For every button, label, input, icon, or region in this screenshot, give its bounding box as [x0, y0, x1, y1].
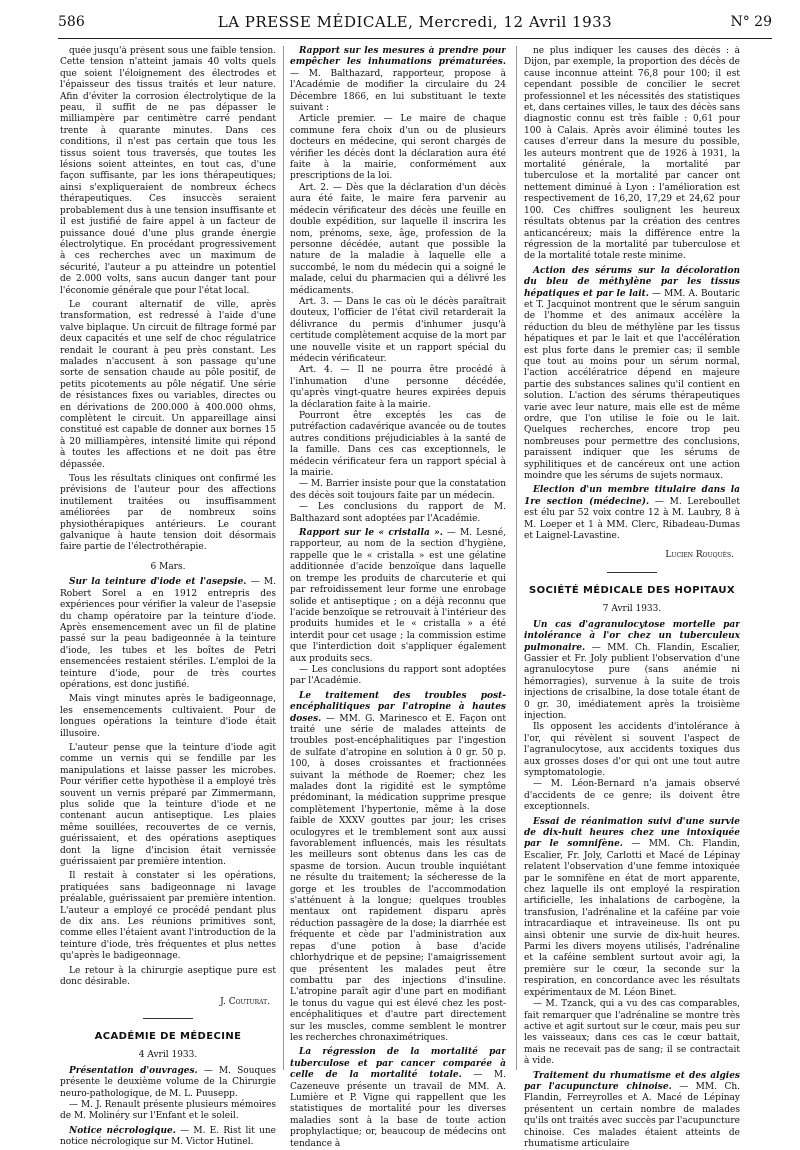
- paragraph: Art. 2. — Dès que la déclaration d'un décès aura été faite, le maire fera parvenir au médecin vérificateur des décès une feuille en double expédition, sur laquelle il inscrira les nom, prénoms, sexe, âge, profession de la personne décédée, autant que possible la nature de la maladie à laquelle elle a succombé, le nom du médecin qui a soigné le malade, celui du pharmacien qui a délivré les médicaments.: [290, 182, 506, 296]
- article-text: — M. Lesné, rapporteur, au nom de la section d'hygiène, rappelle que le « cristalla » est une gélatine additionnée d'acide benzoïque dans laquelle on trempe les produits de charcuterie et qui par refroidissement leur forme une enrobage solide et antiseptique ; on a déjà reconnu que l'acide benzoïque se retrouvait à l'intérieur des produits humides et le « cristalla » a été interdit pour cet usage ; la commission estime que l'interdiction doit s'appliquer également aux produits secs.: [290, 528, 506, 664]
- page-number: 586: [58, 14, 85, 30]
- article-text: — MM. Ch. Flandin, Ferreyrolles et A. Macé de Lépinay présentent un certain nombre de malades qu'ils ont traités avec succès par l'acupuncture chinoise. Ces malades étaient atteints de rhumatisme articulaire: [524, 1081, 740, 1149]
- column-1: [60, 46, 276, 1149]
- section-title: SOCIÉTÉ MÉDICALE DES HOPITAUX: [529, 584, 735, 596]
- section-date: 7 Avril 1933.: [602, 604, 662, 615]
- author-signature: J. Couturat.: [220, 996, 270, 1007]
- journal-title: LA PRESSE MÉDICALE, Mercredi, 12 Avril 1933: [217, 13, 613, 31]
- article-text: — MM. A. Boutaric et T. Jacquinot montrent que le sérum sanguin de l'homme et des animaux accélère la réduction du bleu de méthylène par les tissus hépatiques et par le lait et que l'accélération est plus forte dans le premier cas; il semble que tout au moins pour un sérum normal, l'action accélératrice dépend en majeure partie des substances salines qu'il contient en solution. L'action des sérums thérapeutiques varie avec leur nature, mais elle est de même ordre, que l'on utilise le foie ou le lait. Quelques recherches, encore trop peu nombreuses pour permettre des conclusions, paraissent indiquer que les sérums de syphilitiques et de cancéreux ont une action moindre que les sérums de sujets normaux.: [524, 288, 740, 482]
- section-title: ACADÉMIE DE MÉDECINE: [94, 1030, 242, 1042]
- article-text: — MM. Ch. Flandin, Escalier, Gassier et Fr. Joly publient l'observation d'une agranulocytose pure (sans anémie ni hémorragies), survenue à la suite de trois injections de crisalbine, la dose totale étant de 0 gr. 30, imédiatement après la troisième injection.: [524, 642, 740, 721]
- paragraph: — M. Barrier insiste pour que la constatation des décès soit toujours faite par un médecin.: [290, 479, 506, 501]
- article-heading: Action des sérums sur la décoloration du bleu de méthylène par les tissus hépatiques et par le lait.: [524, 265, 740, 299]
- article-heading: Présentation d'ouvrages.: [69, 1065, 198, 1076]
- article-heading: Rapport sur les mesures à prendre pour empêcher les inhumations prématurées.: [290, 46, 506, 68]
- paragraph: — Les conclusions du rapport sont adoptées par l'Académie.: [290, 664, 506, 687]
- column-2: [290, 46, 506, 1150]
- paragraph: — M. Tzanck, qui a vu des cas comparables, fait remarquer que l'adrénaline se montre très active et agit surtout sur le cœur, mais peu sur les vaisseaux; dans ces cas le cœur battait, mais ne recevait pas de sang; il se contractait à vide.: [524, 999, 740, 1067]
- article-heading: Notice nécrologique.: [69, 1125, 176, 1136]
- column-separator: [516, 46, 517, 1070]
- paragraph: Le retour à la chirurgie aseptique pure est donc désirable.: [60, 965, 276, 988]
- paragraph: Ils opposent les accidents d'intolérance à l'or, qui révèlent si souvent l'aspect de l'agranulocytose, aux accidents toxiques dus aux grosses doses d'or qui ont une tout autre symptomatologie.: [524, 722, 740, 778]
- article-heading: Traitement du rhumatisme et des algies par l'acupuncture chinoise.: [524, 1070, 740, 1092]
- paragraph: — M. Léon-Bernard n'a jamais observé d'accidents de ce genre; ils doivent être exceptionnels.: [524, 779, 740, 813]
- author-signature: Lucien Rouquès.: [665, 550, 734, 561]
- section-divider: [143, 1018, 193, 1019]
- article-text: — M. Balthazard, rapporteur, propose à l'Académie de modifier la circulaire du 24 Décembre 1866, en lui substituant le texte suivant :: [290, 68, 506, 114]
- section-date: 4 Avril 1933.: [138, 1050, 198, 1061]
- section-divider: [607, 572, 657, 573]
- paragraph: Pourront être exceptés les cas de putréfaction cadavérique avancée ou de toutes autres conditions préjudiciables à la santé de la famille. Dans ces cas exceptionnels, le médecin vérificateur fera un rapport spécial à la mairie.: [290, 411, 506, 479]
- article-heading: Rapport sur le « cristalla ».: [299, 528, 443, 539]
- paragraph: Article premier. — Le maire de chaque commune fera choix d'un ou de plusieurs docteurs en médecine, qui seront chargés de vérifier les décès dont la déclaration aura été faite à la mairie, conformément aux prescriptions de la loi.: [290, 114, 506, 182]
- paragraph: — Les conclusions du rapport de M. Balthazard sont adoptées par l'Académie.: [290, 502, 506, 524]
- paragraph: Tous les résultats cliniques ont confirmé les prévisions de l'auteur pour des affections inutilement traitées ou insuffisamment améliorées par de nombreux soins physiothérapiques antérieurs. Le courant galvanique à haute tension doit désormais faire partie de l'électrothérapie.: [60, 474, 276, 553]
- paragraph: quée jusqu'à présent sous une faible tension. Cette tension n'atteint jamais 40 volts quels que soient l'éloignement des électrodes et l'épaisseur des tissus traités et leur nature. Afin d'éviter la corrosion électrolytique de la peau, il suffit de ne pas dépasser le milliampère par centimètre carré pendant trente à quarante minutes. Dans ces conditions, il n'est pas certain que tous les tissus soient tous traversés, que toutes les lésions soient atteintes, en tout cas, d'une façon suffisante, par les ions thérapeutiques; ainsi s'expliqueraient de nombreux échecs thérapeutiques. Ces insuccès seraient probablement dus à une tension insuffisante et il est justifié de faire appel à un facteur de puissance doué d'une plus grande énergie électrolytique. En procédant progressivement à ces recherches avec un maximum de sécurité, l'auteur a pu atteindre un potentiel de 2.000 volts, sans aucun danger tant pour l'économie générale que pour l'état local.: [60, 46, 276, 296]
- paragraph: Art. 3. — Dans le cas où le décès paraîtrait douteux, l'officier de l'état civil retarderait la délivrance du permis d'inhumer jusqu'à certitude complètement acquise de la mort par une nouvelle visite et un rapport spécial du médecin vérificateur.: [290, 296, 506, 364]
- column-3: [524, 46, 740, 1150]
- paragraph: L'auteur pense que la teinture d'iode agit comme un vernis qui se fendille par les manipulations et laisse passer les microbes. Pour vérifier cette hypothèse il a employé très souvent un vernis préparé par Zimmermann, plus solide que la teinture d'iode et ne contenant aucun antiseptique. Les plaies même souillées, recouvertes de ce vernis, guérissaient, et des opérations aseptiques dont la ligne d'incision était vernissée guérissaient par première intention.: [60, 742, 276, 868]
- column-separator: [283, 46, 284, 1070]
- paragraph: — M. J. Renault présente plusieurs mémoires de M. Molinéry sur l'Enfant et le soleil.: [60, 1099, 276, 1122]
- paragraph: Il restait à constater si les opérations, pratiquées sans badigeonnage ni lavage préalable, guérissaient par première intention. L'auteur a employé ce procédé pendant plus de dix ans. Les réunions primitives sont, comme elles l'étaient avant l'introduction de la teinture d'iode, très fréquentes et plus nettes qu'après le badigeonnage.: [60, 871, 276, 962]
- article-text: — M. Lereboullet est élu par 52 voix contre 12 à M. Laubry, 8 à M. Loeper et 1 à MM. Clerc, Ribadeau-Dumas et Laignel-Lavastine.: [524, 496, 740, 542]
- article-text: — MM. Ch. Flandin, Escalier, Fr. Joly, Carlotti et Macé de Lépinay relatent l'observation d'une femme intoxiquée par le somnifène en état de mort apparente, chez laquelle ils ont employé la respiration artificielle, les inhalations de carbogène, la transfusion, l'adrénaline et la caféine par voie intracardiaque et intraveineuse. Ils ont pu ainsi obtenir une survie de dix-huit heures. Parmi les divers moyens utilisés, l'adrénaline et la caféine semblent surtout avoir agi, la première sur le cœur, la seconde sur la respiration, en concordance avec les résultats expérimentaux de M. Léon Binet.: [524, 839, 740, 998]
- article-text: — M. Souques présente le deuxième volume de la Chirurgie neuro-pathologique, de M. L. Puusepp.: [60, 1065, 276, 1099]
- issue-number: N° 29: [730, 14, 772, 30]
- article-heading: Le traitement des troubles post-encéphalitiques par l'atropine à hautes doses.: [290, 690, 506, 724]
- article-text: — M. Robert Sorel a en 1912 entrepris des expériences pour vérifier la valeur de l'asepsie du champ opératoire par la teinture d'iode. Après ensemencement avec un fil de platine passé sur la peau badigeonnée à la teinture d'iode, les tubes et les boîtes de Petri ensemencées restaient stériles. L'emploi de la teinture d'iode, pour de très courtes opérations, est donc justifié.: [60, 577, 276, 690]
- paragraph: Mais vingt minutes après le badigeonnage, les ensemencements cultivaient. Pour de longues opérations la teinture d'iode était illusoire.: [60, 694, 276, 739]
- article-heading: Un cas d'agranulocytose mortelle par intolérance à l'or chez un tuberculeux pulmonaire.: [524, 619, 740, 653]
- article-heading: Essai de réanimation suivi d'une survie de dix-huit heures chez une intoxiquée par le somnifène.: [524, 816, 740, 850]
- paragraph: Art. 4. — Il ne pourra être procédé à l'inhumation d'une personne décédée, qu'après vingt-quatre heures expirées depuis la déclaration faite à la mairie.: [290, 365, 506, 410]
- paragraph: Le courant alternatif de ville, après transformation, est redressé à l'aide d'une valve biplaque. Un circuit de filtrage formé par deux capacités et une self de choc régulatrice rendait le courant à peu près constant. Les malades n'accusent à son passage qu'une sorte de sensation chaude au pôle positif, de petits picotements au pôle négatif. Une série de résistances fixes ou variables, directes ou en dérivations de 200.000 à 400.000 ohms, complètent le circuit. Un appareillage ainsi constitué est capable de donner aux bornes 15 à 20 milliampères, intensité limite qui répond à toutes les affections et ne doit pas être dépassée.: [60, 299, 276, 470]
- article-text: — MM. G. Marinesco et E. Façon ont traité une série de malades atteints de troubles post-encéphalitiques par l'ingestion de sulfate d'atropine en solution à 0 gr. 50 p. 100, à doses croissantes et fractionnées suivant la méthode de Roemer; chez les malades dont la rigidité est le symptôme prédominant, la médication supprime presque complètement l'hypertonie, même à la dose faible de XXXV gouttes par jour; les crises oculogyres et le tremblement sont aux aussi favorablement influencés, mais les résultats les meilleurs sont obtenus dans les cas de spasme de torsion. Aucun trouble inquiétant ne résulte du traitement; la sécheresse de la gorge et les troubles de l'accommodation s'atténuent à la longue; quelques troubles mentaux ont rapidement disparu après réduction passagère de la dose; la diarrhée est fréquente et cède par l'administration aux repas d'une potion à base d'acide chlorhydrique et de pepsine; l'amaigrissement que présentent les malades peut être combattu par des injections d'insuline. L'atropine paraît agir d'une part en modifiant le tonus du vague qui est élevé chez les post-encéphalitiques et d'autre part directement sur les muscles, comme semblent le montrer les recherches chronaximétriques.: [290, 713, 506, 1043]
- article-text: — M. Cazeneuve présente un travail de MM. A. Lumière et P. Vigne qui rappellent que les statistiques de mortalité pour les diverses maladies sont à la base de toute action prophylactique; or, beaucoup de médecins ont tendance à: [290, 1070, 506, 1149]
- article-heading: Sur la teinture d'iode et l'asepsie.: [69, 577, 247, 588]
- paragraph: ne plus indiquer les causes des décès : à Dijon, par exemple, la proportion des décès de cause inconnue atteint 76,8 pour 100; il est cependant possible de concilier le secret professionnel et les nécessités des statistiques et, dans certaines villes, le taux des décès sans diagnostic connu est très faible : 0,61 pour 100 à Calais. Après avoir éliminé toutes les causes d'erreur dans la mesure du possible, les auteurs montrent que de 1926 à 1931, la mortalité générale, la mortalité par tuberculose et la mortalité par cancer ont nettement diminué à Lyon : l'amélioration est respectivement de 16,20, 17,29 et 24,62 pour 100. Ces chiffres soulignent les heureux résultats obtenus par la création des centres anticancéreux; mais la différence entre la régression de la mortalité par tuberculose et de la mortalité totale reste minime.: [524, 46, 740, 262]
- article-heading: Election d'un membre titulaire dans la 1re section (médecine).: [524, 485, 740, 507]
- article-heading: La régression de la mortalité par tuberculose et par cancer comparée à celle de la mortalité totale.: [290, 1047, 506, 1081]
- page-header: [58, 10, 772, 39]
- session-date: 6 Mars.: [150, 561, 186, 572]
- article-text: — M. E. Rist lit une notice nécrologique sur M. Victor Hutinel.: [60, 1125, 276, 1148]
